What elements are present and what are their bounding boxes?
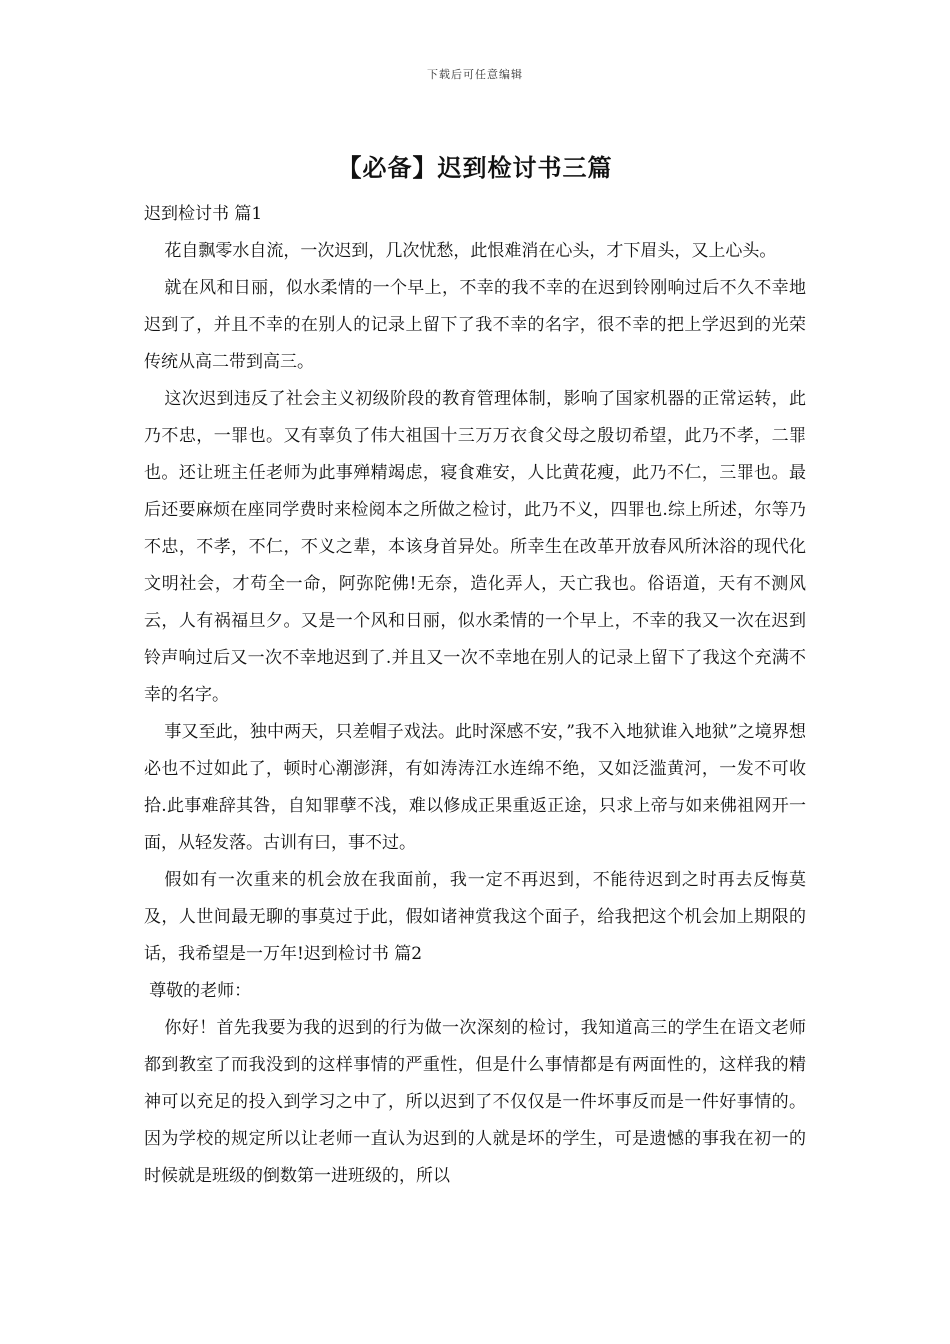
section-heading-1: 迟到检讨书 篇1	[144, 204, 263, 224]
salutation: 尊敬的老师：	[149, 981, 252, 1001]
header-note: 下载后可任意编辑	[427, 68, 523, 81]
paragraph: 就在风和日丽，似水柔情的一个早上，不幸的我不幸的在迟到铃刚响过后不久不幸地迟到了，并且不幸的在别人的记录上留下了我不幸的名字，很不幸的把上学迟到的光荣传统从高二带到高三。	[144, 278, 806, 372]
paragraph: 假如有一次重来的机会放在我面前，我一定不再迟到，不能待迟到之时再去反悔莫及，人世间最无聊的事莫过于此，假如诸神赏我这个面子，给我把这个机会加上期限的话，我希望是一万年!迟到检讨书 篇2	[144, 870, 806, 964]
paragraph: 事又至此，独中两天，只差帽子戏法。此时深感不安，”我不入地狱谁入地狱”之境界想必也不过如此了，顿时心潮澎湃，有如涛涛江水连绵不绝，又如泛滥黄河，一发不可收拾.此事难辞其咎，自知罪孽不浅，难以修成正果重返正途，只求上帝与如来佛祖网开一面，从轻发落。古训有曰，事不过。	[144, 722, 806, 853]
document-title: 【必备】迟到检讨书三篇	[337, 153, 613, 182]
document-body	[144, 196, 806, 1195]
paragraph: 这次迟到违反了社会主义初级阶段的教育管理体制，影响了国家机器的正常运转，此乃不忠，一罪也。又有辜负了伟大祖国十三万万衣食父母之殷切希望，此乃不孝，二罪也。还让班主任老师为此事殚精竭虑，寝食难安，人比黄花瘦，此乃不仁，三罪也。最后还要麻烦在座同学费时来检阅本之所做之检讨，此乃不义，四罪也.综上所述，尔等乃不忠，不孝，不仁，不义之辈，本该身首异处。所幸生在改革开放春风所沐浴的现代化文明社会，才苟全一命，阿弥陀佛!无奈，造化弄人，天亡我也。俗语道，天有不测风云，人有祸福旦夕。又是一个风和日丽，似水柔情的一个早上，不幸的我又一次在迟到铃声响过后又一次不幸地迟到了.并且又一次不幸地在别人的记录上留下了我这个充满不幸的名字。	[144, 389, 806, 705]
paragraph: 你好！首先我要为我的迟到的行为做一次深刻的检讨，我知道高三的学生在语文老师都到教室了而我没到的这样事情的严重性，但是什么事情都是有两面性的，这样我的精神可以充足的投入到学习之中了，所以迟到了不仅仅是一件坏事反而是一件好事情的。因为学校的规定所以让老师一直认为迟到的人就是坏的学生，可是遗憾的事我在初一的时候就是班级的倒数第一进班级的，所以	[144, 1018, 806, 1186]
paragraph: 花自飘零水自流，一次迟到，几次忧愁，此恨难消在心头，才下眉头，又上心头。	[164, 241, 777, 261]
